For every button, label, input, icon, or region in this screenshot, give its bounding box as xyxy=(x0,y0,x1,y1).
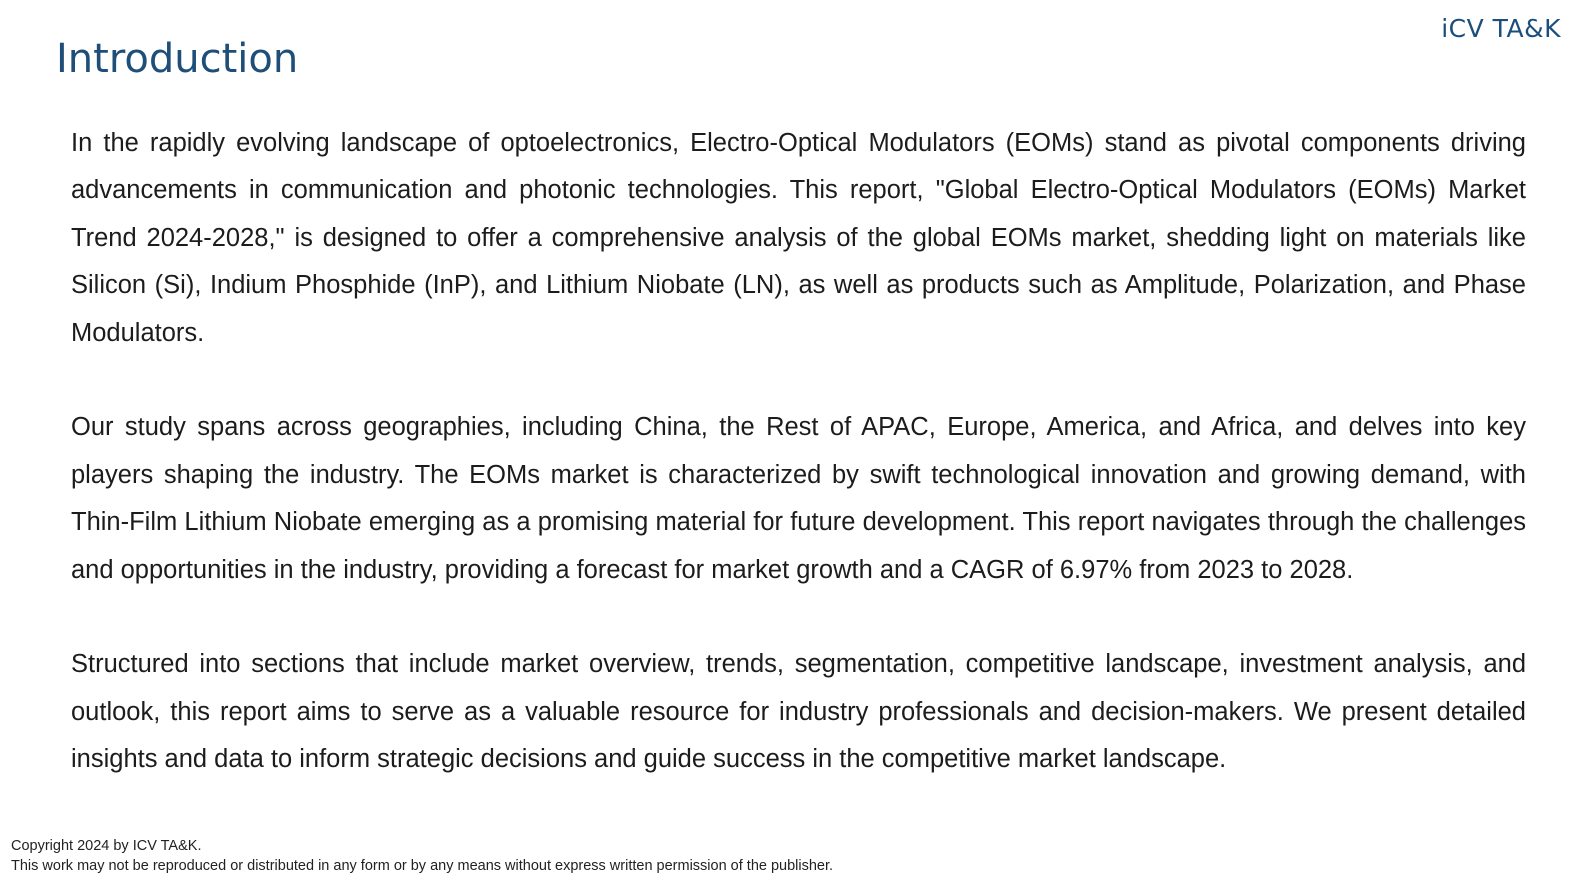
intro-paragraph-3: Structured into sections that include market overview, trends, segmentation, competitive landscape, investment analysis, and outlook, this report aims to serve as a valuable resource for industry professionals and decision-makers. We present detailed insights and data to inform strategic decisions and guide success in the competitive market landscape. xyxy=(71,650,1526,774)
footer xyxy=(11,836,833,876)
intro-body xyxy=(71,120,1526,831)
page-title: Introduction xyxy=(56,36,299,82)
company-logo: iCV TA&K xyxy=(1441,14,1561,43)
intro-paragraph-1: In the rapidly evolving landscape of optoelectronics, Electro-Optical Modulators (EOMs) stand as pivotal components driving advancements in communication and photonic technologies. This report, "Global Electro-Optical Modulators (EOMs) Market Trend 2024-2028," is designed to offer a comprehensive analysis of the global EOMs market, shedding light on materials like Silicon (Si), Indium Phosphide (InP), and Lithium Niobate (LN), as well as products such as Amplitude, Polarization, and Phase Modulators. xyxy=(71,129,1526,347)
intro-paragraph-2: Our study spans across geographies, including China, the Rest of APAC, Europe, America, and Africa, and delves into key players shaping the industry. The EOMs market is characterized by swift technological innovation and growing demand, with Thin-Film Lithium Niobate emerging as a promising material for future development. This report navigates through the challenges and opportunities in the industry, providing a forecast for market growth and a CAGR of 6.97% from 2023 to 2028. xyxy=(71,413,1526,584)
permission-notice: This work may not be reproduced or distributed in any form or by any means without express written permission of the publisher. xyxy=(11,858,834,874)
copyright-text: Copyright 2024 by ICV TA&K. xyxy=(11,838,202,854)
